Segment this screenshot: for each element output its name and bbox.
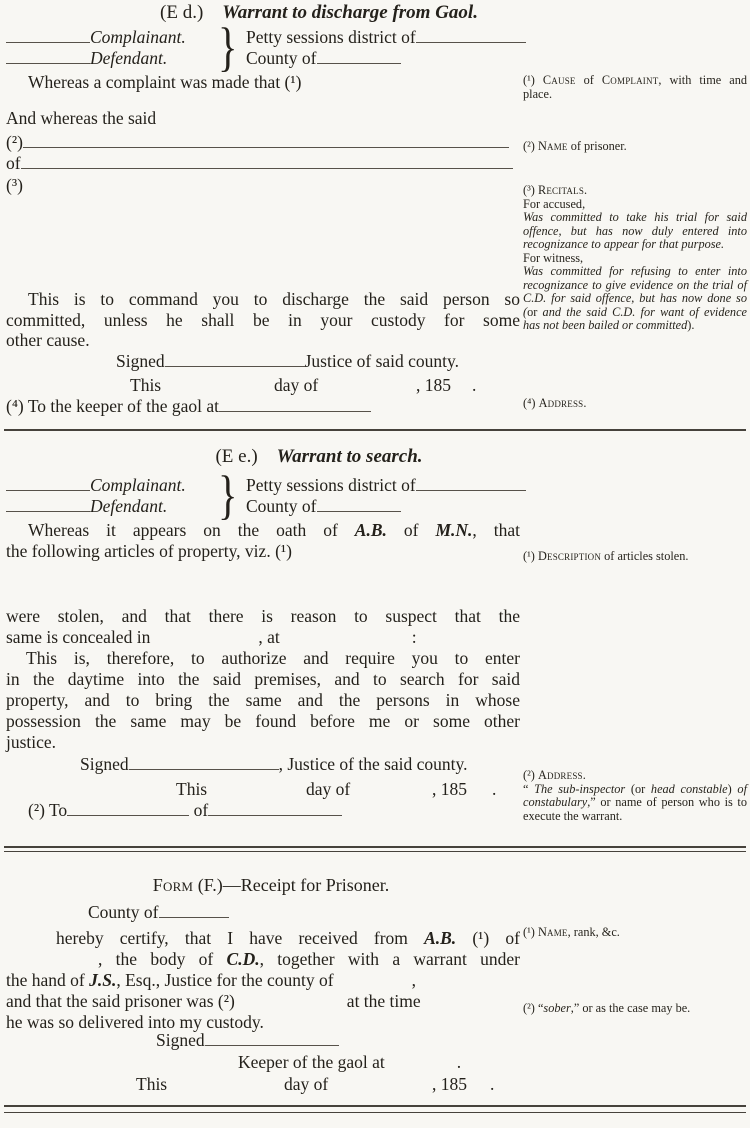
- period-mark: .: [490, 1074, 495, 1094]
- address-text: “ The sub-inspector (or head constable) of constabulary,” or name of person who is to execute the warrant.: [523, 781, 747, 823]
- oath-paragraph-line: Whereas it appears on the oath of A.B. of M.N., that: [28, 520, 520, 540]
- section-divider: [4, 429, 746, 431]
- petty-sessions-line: Petty sessions district of: [246, 475, 526, 496]
- recitals-ref-line: (³): [6, 175, 23, 195]
- margin-note-address-executor: [523, 769, 747, 823]
- this-label: This: [130, 375, 162, 395]
- section-divider: [4, 851, 746, 852]
- command-paragraph-line: This is to command you to discharge the said person so: [28, 289, 520, 309]
- keeper-of-gaol-line: Keeper of the gaol at .: [238, 1052, 462, 1072]
- this-label: This: [176, 779, 208, 799]
- signed-line: Signed , Justice of the said county.: [80, 754, 468, 774]
- recitals-witness-text: Was committed for refusing to enter into recognizance to give evidence on the trial of C.D. for said offence, but has now done so (or and the said C.D. for want of evidence has not been bailed or committed).: [523, 264, 747, 332]
- defendant-line: Defendant.: [6, 48, 167, 69]
- authorize-paragraph-line: possession the same may be found before me or some other: [6, 711, 520, 731]
- day-of-label: day of: [274, 375, 319, 395]
- day-of-label: day of: [306, 779, 351, 799]
- defendant-line: Defendant.: [6, 496, 167, 517]
- margin-note-recitals: [523, 184, 747, 333]
- stolen-paragraph-line: were stolen, and that there is reason to suspect that the: [6, 606, 520, 626]
- oath-paragraph-line: the following articles of property, viz. (¹): [6, 541, 292, 561]
- margin-note-sober: (²) “sober,” or as the case may be.: [523, 1001, 691, 1015]
- form-ee-parties-block: [6, 465, 520, 525]
- certify-paragraph-line: hereby certify, that I have received from A.B. (¹) of: [56, 928, 520, 948]
- authorize-paragraph-line: justice.: [6, 732, 57, 752]
- brace-glyph: }: [218, 465, 238, 525]
- period-mark: .: [492, 779, 497, 799]
- address-title: (²) Address.: [523, 768, 587, 782]
- page-bottom-rule: [4, 1112, 746, 1113]
- signed-line: Signed Justice of said county.: [116, 351, 460, 371]
- certify-paragraph-line: and that the said prisoner was (²) at the time: [6, 991, 421, 1011]
- margin-note-description-of-articles: (¹) Description of articles stolen.: [523, 549, 689, 563]
- county-of-line: County of: [246, 48, 401, 69]
- form-ee-heading: (E e.) Warrant to search.: [215, 446, 423, 467]
- complainant-line: Complainant.: [6, 27, 186, 48]
- recitals-for-accused: For accused,: [523, 196, 586, 211]
- brace-glyph: }: [218, 17, 238, 77]
- recitals-for-witness: For witness,: [523, 250, 584, 265]
- prisoner-of-blank-line: of: [6, 153, 520, 174]
- certify-paragraph-line: , the body of C.D., together with a warrant under: [98, 949, 520, 969]
- margin-note-cause-of-complaint: (¹) Cause of Complaint, with time and place.: [523, 73, 747, 101]
- county-of-line: County of: [6, 902, 602, 923]
- year-label: , 185: [432, 1074, 467, 1094]
- certify-paragraph-line: he was so delivered into my custody.: [6, 1012, 264, 1032]
- authorize-paragraph-line: This is, therefore, to authorize and require you to enter: [26, 648, 520, 668]
- form-ed-parties-block: [6, 17, 520, 77]
- day-of-label: day of: [284, 1074, 329, 1094]
- form-ed-heading: (E d.) Warrant to discharge from Gaol.: [160, 2, 478, 23]
- petty-sessions-line: Petty sessions district of: [246, 27, 526, 48]
- to-executor-line: (²) To of: [6, 800, 542, 821]
- prisoner-name-blank-line: (²): [6, 132, 520, 153]
- form-f-heading: Form (F.)—Receipt for Prisoner.: [152, 875, 390, 895]
- section-divider: [4, 846, 746, 848]
- margin-note-address: (⁴) Address.: [523, 396, 587, 410]
- complainant-line: Complainant.: [6, 475, 186, 496]
- to-keeper-line: (⁴) To the keeper of the gaol at: [6, 396, 520, 417]
- year-label: , 185: [416, 375, 451, 395]
- and-whereas-line: And whereas the said: [6, 108, 157, 128]
- authorize-paragraph-line: property, and to bring the same and the persons in whose: [6, 690, 520, 710]
- period-mark: .: [472, 375, 477, 395]
- margin-note-name-of-prisoner: (²) Name of prisoner.: [523, 139, 627, 153]
- authorize-paragraph-line: in the daytime into the said premises, and to search for said: [6, 669, 520, 689]
- year-label: , 185: [432, 779, 467, 799]
- margin-note-name-rank: (¹) Name, rank, &c.: [523, 925, 620, 939]
- recitals-title: (³) Recitals.: [523, 183, 588, 197]
- county-of-line: County of: [246, 496, 401, 517]
- whereas-complaint-line: Whereas a complaint was made that (¹): [28, 72, 302, 92]
- page-bottom-rule: [4, 1105, 746, 1107]
- command-paragraph-line: other cause.: [6, 330, 90, 350]
- this-label: This: [136, 1074, 168, 1094]
- certify-paragraph-line: the hand of J.S., Esq., Justice for the county of ,: [6, 970, 416, 990]
- stolen-paragraph-line: same is concealed in , at :: [6, 627, 417, 647]
- signed-line: Signed: [6, 1030, 670, 1051]
- recitals-accused-text: Was committed to take his trial for said offence, but has now duly entered into recognizance to appear for that purpose.: [523, 210, 747, 251]
- command-paragraph-line: committed, unless he shall be in your custody for some: [6, 310, 520, 330]
